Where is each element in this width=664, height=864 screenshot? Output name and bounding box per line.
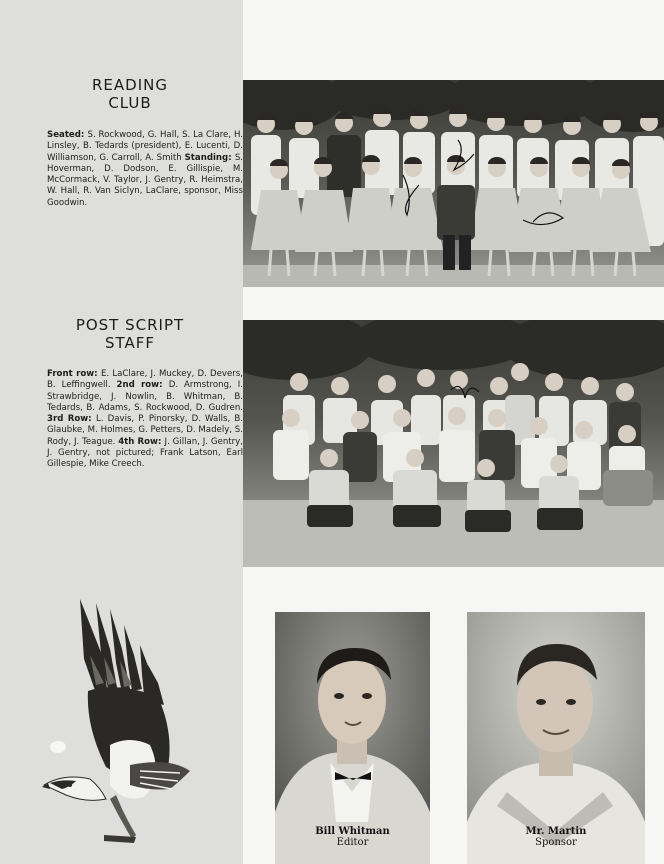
caption-text: D. Armstrong, I. Strawbridge, J. Nowlin, B. Whitman, B. Tedards, B. Adams, S. Rockwood, D. Gudren. [47, 380, 243, 413]
reading-club-heading [30, 76, 230, 112]
post-script-title-line1: POST SCRIPT [75, 316, 185, 334]
post-script-caption [47, 369, 243, 471]
osprey-illustration [40, 595, 200, 855]
reading-club-caption [47, 130, 243, 209]
editor-portrait [275, 612, 430, 864]
caption-label: Standing: [184, 152, 235, 163]
caption-label: Seated: [47, 130, 88, 140]
caption-text: E. LaClare, J. Muckey, D. Devers, B. Leffingwell. [47, 369, 243, 391]
portrait-name: Bill Whitman [315, 826, 390, 837]
post-script-title-line2: STAFF [104, 334, 156, 352]
reading-club-title-line2: CLUB [108, 94, 152, 112]
caption-text: S. Hoverman, D. Dodson, E. Gillispie, M. McCormack, V. Taylor, J. Gentry, R. Heimstra, W. Hall, R. Van Siclyn, LaClare, sponsor, Miss Goodwin. [47, 152, 243, 208]
post-script-heading [30, 316, 230, 352]
post-script-photo [243, 320, 664, 567]
portrait-caption [467, 826, 645, 848]
portrait-role: Sponsor [535, 837, 577, 848]
reading-club-title-line1: READING [92, 76, 168, 94]
caption-label: 2nd row: [116, 380, 169, 391]
caption-label: Front row: [47, 369, 102, 379]
sponsor-portrait [467, 612, 645, 864]
portrait-role: Editor [336, 837, 369, 848]
caption-text: S. Rockwood, G. Hall, S. La Clare, H. Linsley, B. Tedards (president), E. Lucenti, D. Williamson, G. Carroll, A. Smith [47, 130, 243, 163]
reading-club-photo [243, 80, 664, 287]
caption-text: J. Gillan, J. Gentry, J. Gentry, not pictured; Frank Latson, Earl Gillespie, Mike Creech. [47, 436, 243, 470]
caption-text: L. Davis, P. Pinorsky, D. Walls, B. Glaubke, M. Holmes, G. Petters, D. Madely, S. Rody, J. Teague. [47, 414, 243, 447]
portrait-name: Mr. Martin [525, 826, 587, 837]
portrait-caption [275, 826, 430, 848]
caption-label: 3rd Row: [47, 414, 96, 425]
caption-label: 4th Row: [118, 436, 165, 447]
